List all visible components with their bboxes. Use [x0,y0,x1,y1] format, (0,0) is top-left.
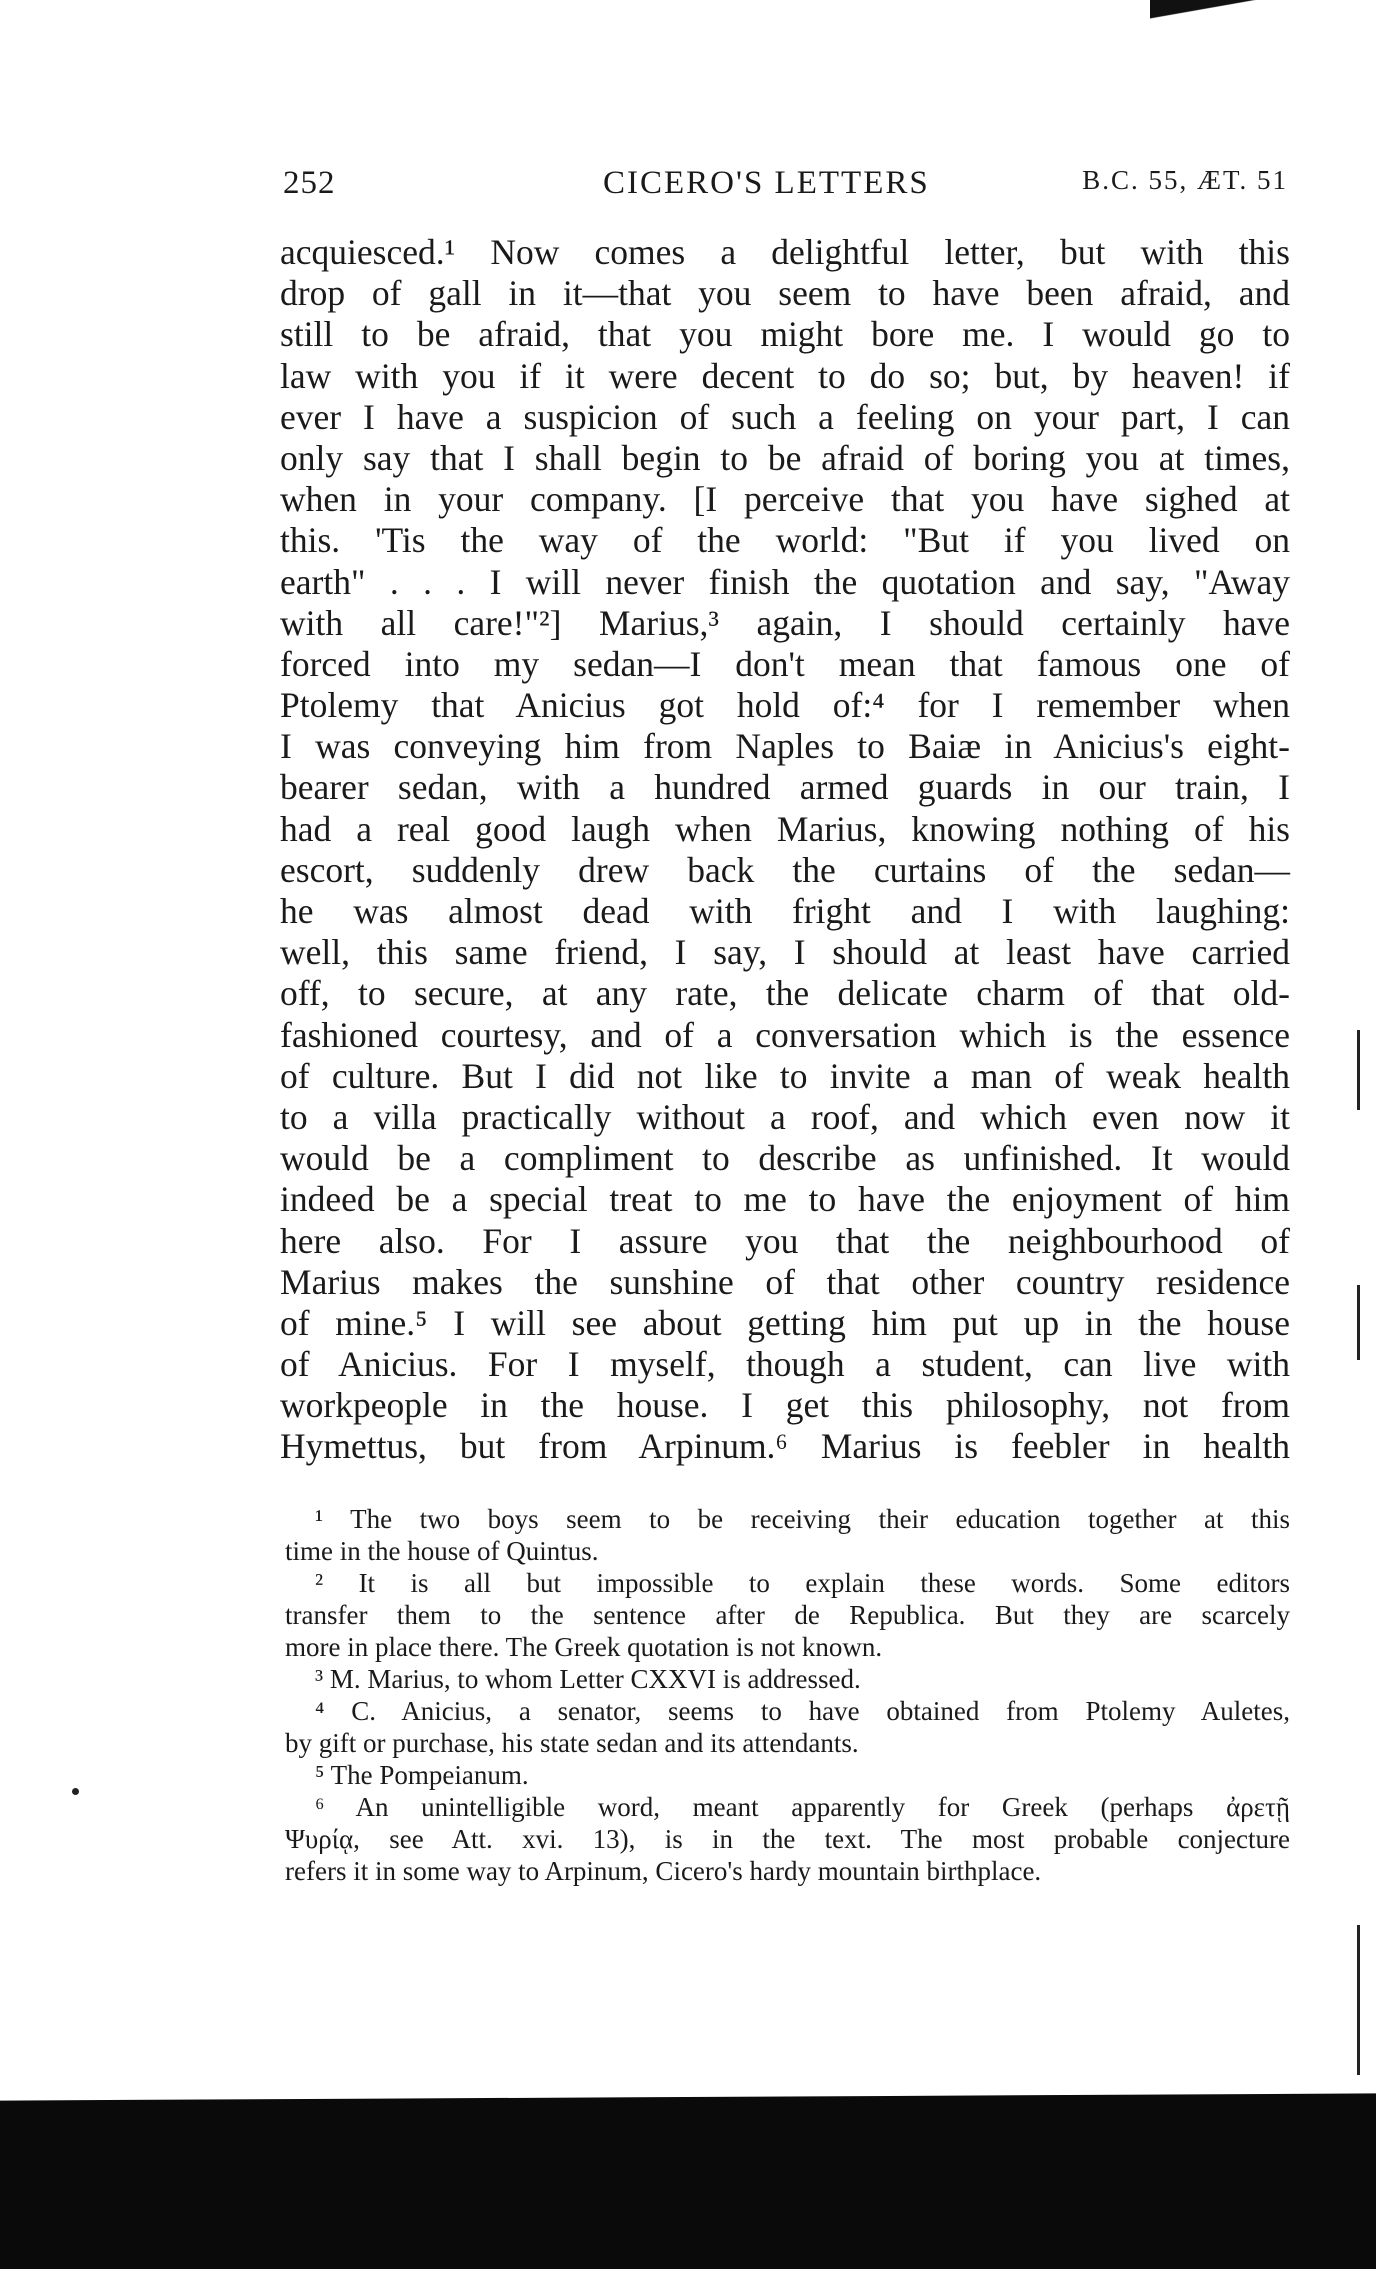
body-line: had a real good laugh when Marius, knowing nothing of his [280,808,1290,849]
body-line: of mine.⁵ I will see about getting him put up in the house [280,1302,1290,1343]
footnote-line: by gift or purchase, his state sedan and its attendants. [285,1728,859,1758]
body-line: forced into my sedan—I don't mean that famous one of [280,643,1290,684]
footnotes [285,1503,1290,1887]
body-line: with all care!"²] Marius,³ again, I should certainly have [280,602,1290,643]
footnote-line: ² It is all but impossible to explain these words. Some editors [315,1568,1290,1598]
footnote-line: Ψυρίᾳ, see Att. xvi. 13), is in the text. The most probable conjecture [285,1824,1290,1854]
body-line: Marius makes the sunshine of that other country residence [280,1261,1290,1302]
body-line: I was conveying him from Naples to Baiæ in Anicius's eight- [280,726,1290,767]
body-line: ever I have a suspicion of such a feeling on your part, I can [280,396,1290,437]
body-line: Hymettus, but from Arpinum.⁶ Marius is feebler in health [280,1426,1290,1467]
footnote-line: ¹ The two boys seem to be receiving their education together at this [315,1504,1290,1534]
body-line: well, this same friend, I say, I should at least have carried [280,932,1290,973]
body-line: of Anicius. For I myself, though a student, can live with [280,1344,1290,1385]
body-line: here also. For I assure you that the neighbourhood of [280,1220,1290,1261]
body-line: escort, suddenly drew back the curtains of the sedan— [280,849,1290,890]
page-number: 252 [283,165,336,201]
body-line: drop of gall in it—that you seem to have been afraid, and [280,273,1290,314]
body-line: workpeople in the house. I get this philosophy, not from [280,1385,1290,1426]
body-line: earth" . . . I will never finish the quotation and say, "Away [280,561,1290,602]
footnote-line: more in place there. The Greek quotation is not known. [285,1632,883,1662]
scan-shadow-bottom [0,2105,1376,2269]
body-line: would be a compliment to describe as unfinished. It would [280,1138,1290,1179]
scan-mark [1357,1285,1360,1360]
scan-mark [72,1788,79,1795]
footnote-line: ⁴ C. Anicius, a senator, seems to have obtained from Ptolemy Auletes, [315,1696,1290,1726]
body-line: law with you if it were decent to do so; but, by heaven! if [280,355,1290,396]
body-line: he was almost dead with fright and I with laughing: [280,891,1290,931]
body-line: when in your company. [I perceive that you have sighed at [280,479,1290,520]
body-line: to a villa practically without a roof, and which even now it [280,1096,1290,1137]
body-line: acquiesced.¹ Now comes a delightful letter, but with this [280,232,1290,272]
body-line: off, to secure, at any rate, the delicate charm of that old- [280,973,1290,1014]
body-line: indeed be a special treat to me to have the enjoyment of him [280,1179,1290,1220]
footnote-line: ⁵ The Pompeianum. [315,1760,529,1790]
footnote-line: ⁶ An unintelligible word, meant apparently for Greek (perhaps ἀρετῇ [315,1792,1290,1822]
body-line: of culture. But I did not like to invite a man of weak health [280,1055,1290,1096]
scan-mark [1357,1925,1360,2075]
date-reference: B.C. 55, ÆT. 51 [1082,165,1288,195]
body-line: only say that I shall begin to be afraid of boring you at times, [280,437,1290,478]
scan-shadow-top [1150,0,1376,60]
footnote-line: time in the house of Quintus. [285,1536,599,1566]
letter-body [280,232,1290,1468]
body-line: still to be afraid, that you might bore me. I would go to [280,314,1290,355]
scan-mark [1357,1030,1360,1110]
footnote-line: transfer them to the sentence after de Republica. But they are scarcely [285,1600,1290,1630]
book-title: CICERO'S LETTERS [603,165,930,201]
body-line: bearer sedan, with a hundred armed guards in our train, I [280,767,1290,808]
body-line: Ptolemy that Anicius got hold of:⁴ for I remember when [280,685,1290,726]
body-line: fashioned courtesy, and of a conversation which is the essence [280,1014,1290,1055]
body-line: this. 'Tis the way of the world: "But if you lived on [280,520,1290,561]
footnote-line: refers it in some way to Arpinum, Cicero's hardy mountain birthplace. [285,1856,1042,1886]
running-head [283,165,1288,205]
footnote-line: ³ M. Marius, to whom Letter CXXVI is addressed. [315,1664,861,1694]
